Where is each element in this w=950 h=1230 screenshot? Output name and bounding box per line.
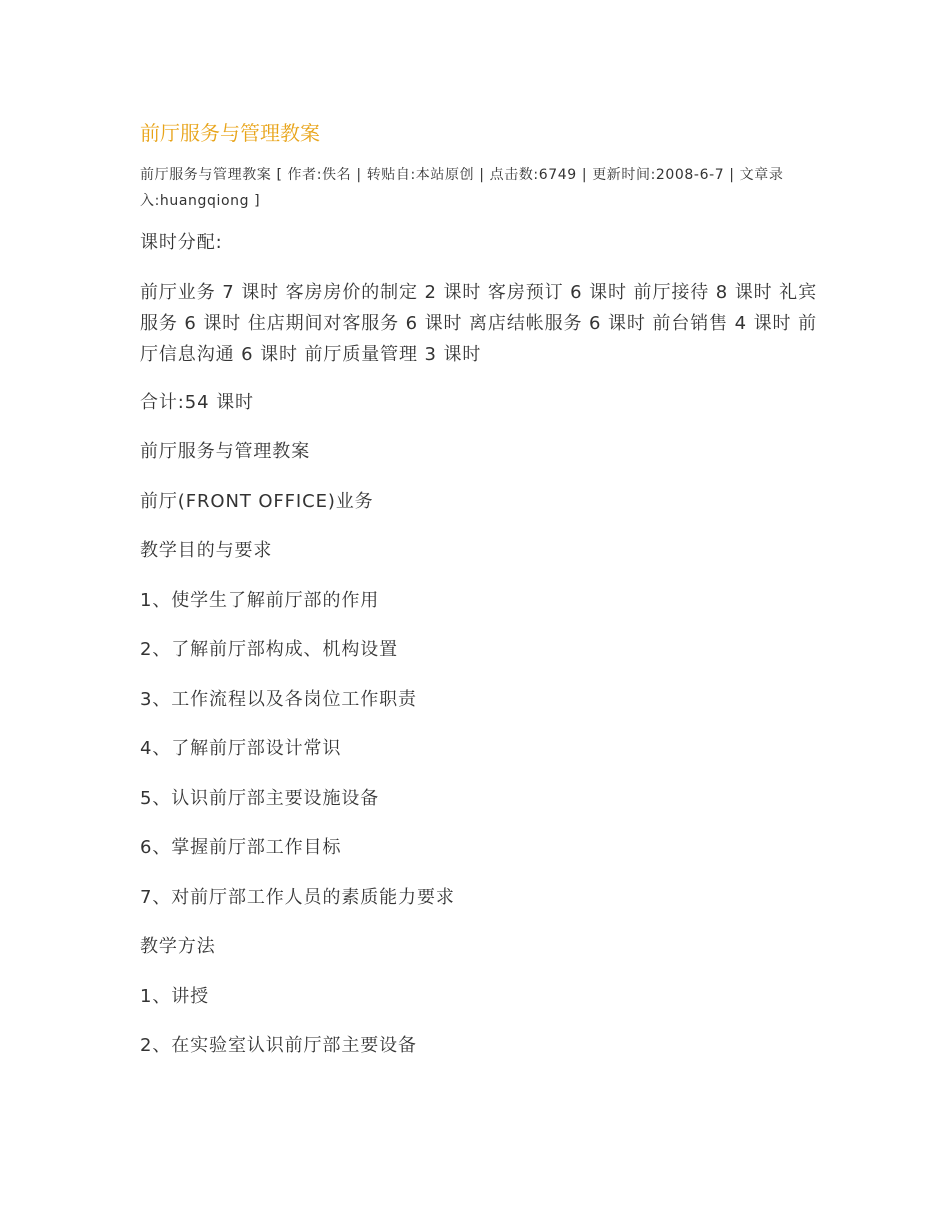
paragraph-class-hours-list: 前厅业务 7 课时 客房房价的制定 2 课时 客房预订 6 课时 前厅接待 8 课时 礼宾服务 6 课时 住店期间对客服务 6 课时 离店结帐服务 6 课时 前台销售 4 课时 前厅信息沟通 6 课时 前厅质量管理 3 课时 xyxy=(140,281,817,365)
list-item: 3、工作流程以及各岗位工作职责 xyxy=(140,688,417,710)
list-item: 2、了解前厅部构成、机构设置 xyxy=(140,639,399,660)
list-item: 7、对前厅部工作人员的素质能力要求 xyxy=(140,886,455,908)
page-title: 前厅服务与管理教案 xyxy=(140,121,320,145)
list-item: 2、在实验室认识前厅部主要设备 xyxy=(140,1035,417,1056)
paragraph-total-hours: 合计:54 课时 xyxy=(140,391,254,413)
paragraph-front-office: 前厅(FRONT OFFICE)业务 xyxy=(140,490,374,512)
document-page xyxy=(140,118,820,1080)
list-item: 4、了解前厅部设计常识 xyxy=(140,738,342,759)
paragraph-objectives-heading: 教学目的与要求 xyxy=(140,540,273,561)
list-item: 6、掌握前厅部工作目标 xyxy=(140,837,342,858)
paragraph-plan-title: 前厅服务与管理教案 xyxy=(140,441,311,462)
list-item: 1、使学生了解前厅部的作用 xyxy=(140,589,380,611)
list-item: 5、认识前厅部主要设施设备 xyxy=(140,787,380,809)
paragraph-class-hours-heading: 课时分配: xyxy=(140,232,223,253)
list-item: 1、讲授 xyxy=(140,985,210,1007)
article-meta: 前厅服务与管理教案 [ 作者:佚名 | 转贴自:本站原创 | 点击数:6749 | 更新时间:2008-6-7 | 文章录入:huangqiong ] xyxy=(140,167,784,209)
paragraph-methods-heading: 教学方法 xyxy=(140,936,216,957)
